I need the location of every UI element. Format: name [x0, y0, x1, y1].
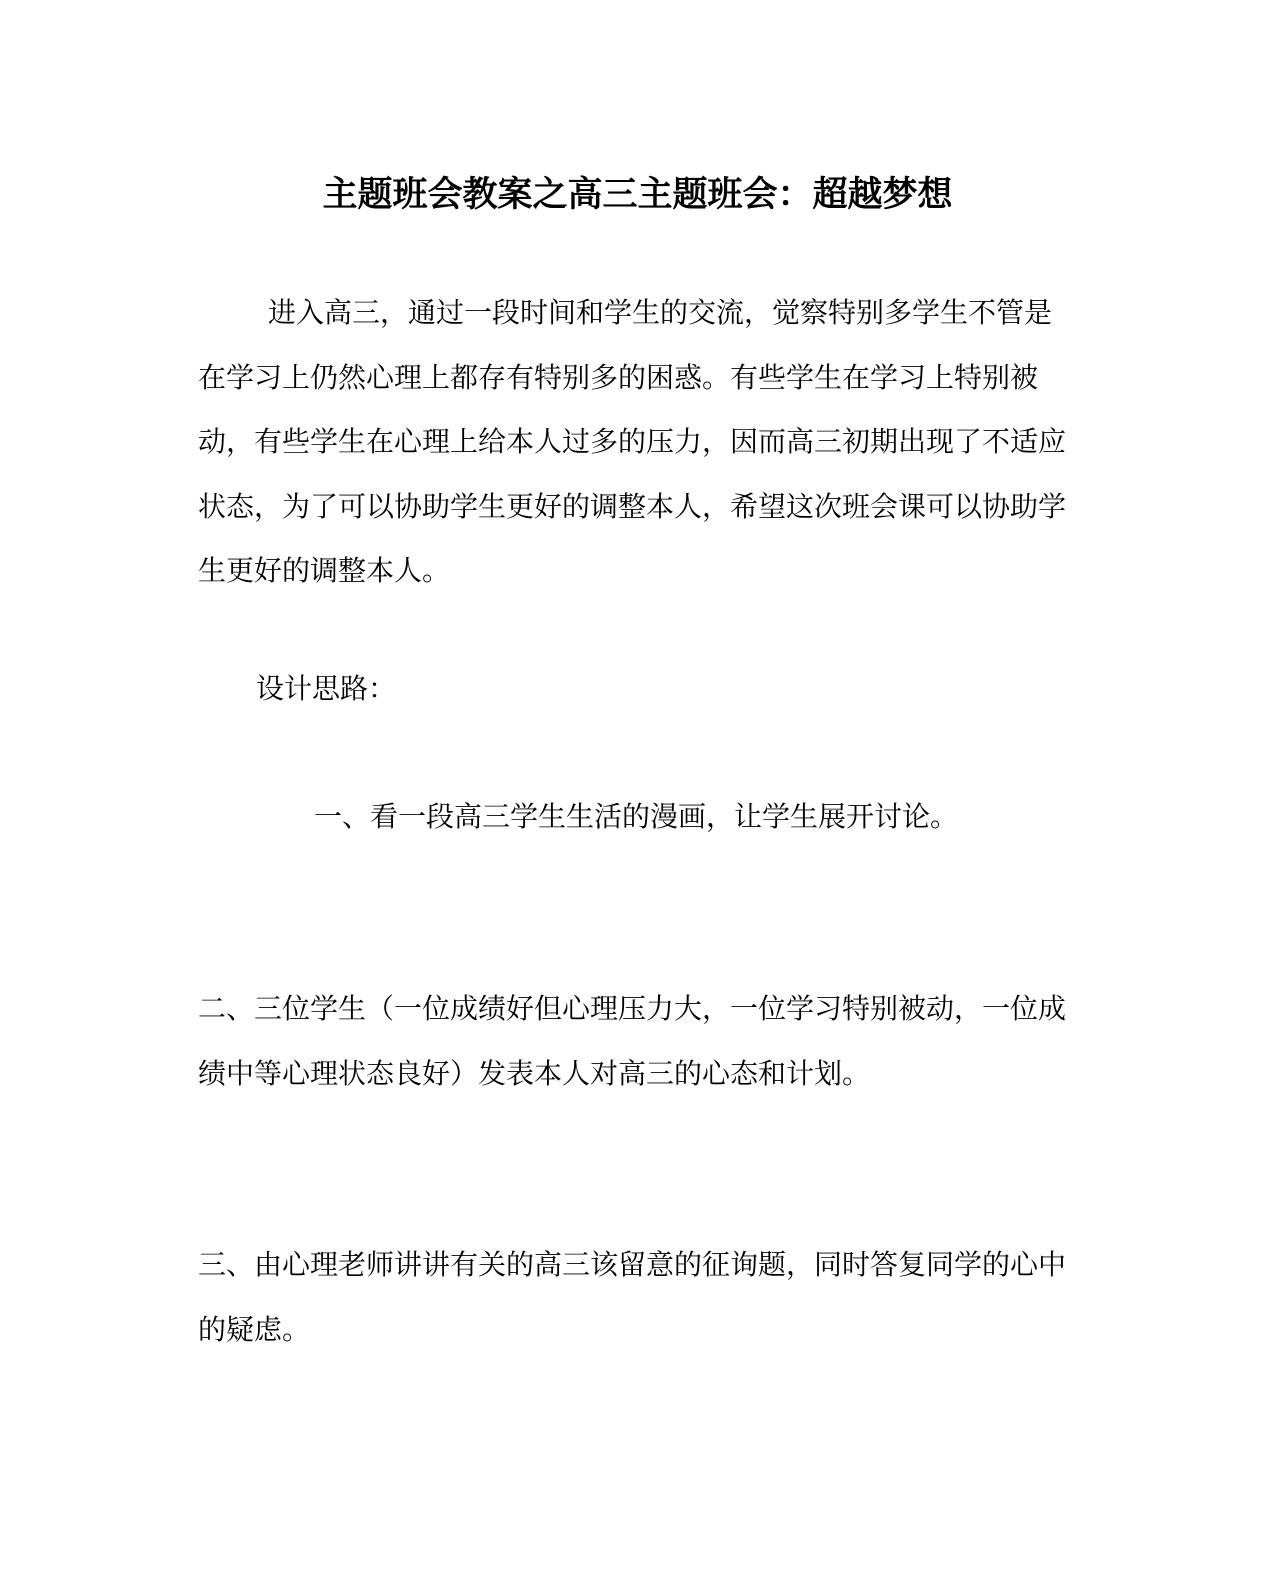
- design-heading: 设计思路：: [256, 672, 397, 705]
- document-title: 主题班会教案之高三主题班会：超越梦想: [322, 174, 953, 215]
- step-one-paragraph: 一、看一段高三学生生活的漫画，让学生展开讨论。: [314, 800, 959, 833]
- step-three-paragraph: 三、由心理老师讲讲有关的高三该留意的征询题，同时答复同学的心中的疑虑。: [198, 1248, 1067, 1346]
- intro-paragraph: 进入高三，通过一段时间和学生的交流，觉察特别多学生不管是在学习上仍然心理上都存有特别多的困惑。有些学生在学习上特别被动，有些学生在心理上给本人过多的压力，因而高三初期出现了不适应状态，为了可以协助学生更好的调整本人，希望这次班会课可以协助学生更好的调整本人。: [198, 296, 1067, 587]
- step-two-paragraph: 二、三位学生（一位成绩好但心理压力大，一位学习特别被动，一位成绩中等心理状态良好）发表本人对高三的心态和计划。: [198, 992, 1067, 1090]
